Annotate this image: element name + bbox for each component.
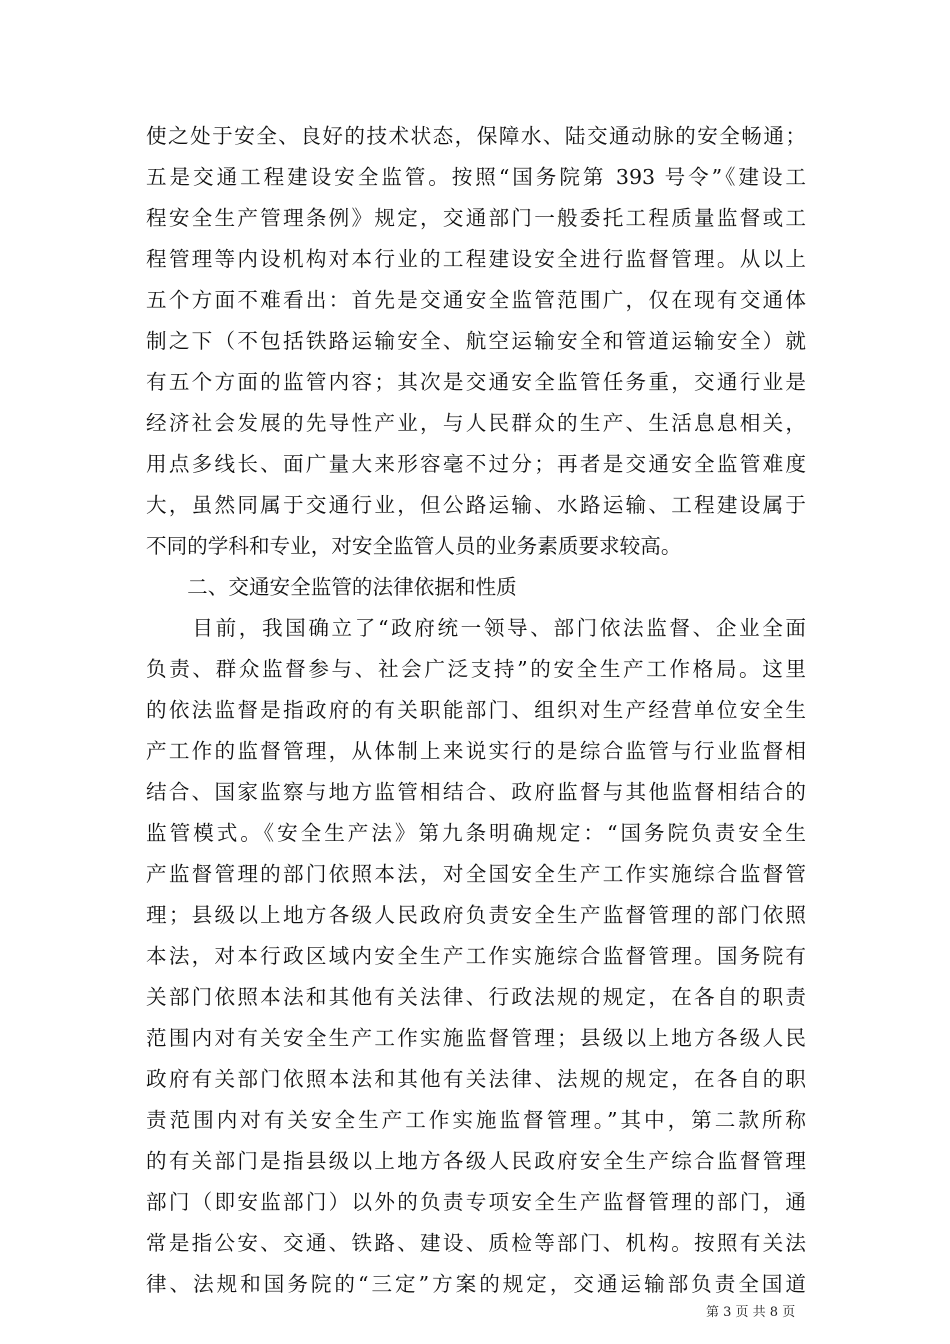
body-text-line: 五个方面不难看出：首先是交通安全监管范围广，仅在现有交通体 — [146, 288, 806, 312]
body-text-line: 程管理等内设机构对本行业的工程建设安全进行监督管理。从以上 — [146, 247, 806, 271]
page-number-footer: 第 3 页 共 8 页 — [706, 1305, 796, 1320]
body-text-line: 理；县级以上地方各级人民政府负责安全生产监督管理的部门依照 — [146, 903, 806, 927]
body-text-line: 不同的学科和专业，对安全监管人员的业务素质要求较高。 — [146, 534, 682, 558]
body-text-line: 律、法规和国务院的“三定”方案的规定，交通运输部负责全国道 — [146, 1272, 806, 1296]
body-text-line: 常是指公安、交通、铁路、建设、质检等部门、机构。按照有关法 — [146, 1231, 806, 1255]
body-text-line: 大，虽然同属于交通行业，但公路运输、水路运输、工程建设属于 — [146, 493, 806, 517]
body-text-line: 负责、群众监督参与、社会广泛支持”的安全生产工作格局。这里 — [146, 657, 806, 681]
body-text-line: 范围内对有关安全生产工作实施监督管理；县级以上地方各级人民 — [146, 1026, 806, 1050]
body-text-line: 程安全生产管理条例》规定，交通部门一般委托工程质量监督或工 — [146, 206, 806, 230]
body-text-line: 用点多线长、面广量大来形容毫不过分；再者是交通安全监管难度 — [146, 452, 806, 476]
body-text-line: 经济社会发展的先导性产业，与人民群众的生产、生活息息相关， — [146, 411, 806, 435]
body-text-line: 责范围内对有关安全生产工作实施监督管理。”其中，第二款所称 — [146, 1108, 806, 1132]
body-text-line: 产监督管理的部门依照本法，对全国安全生产工作实施综合监督管 — [146, 862, 806, 886]
body-text-line: 监管模式。《安全生产法》第九条明确规定：“国务院负责安全生 — [146, 821, 806, 845]
body-text-line: 目前，我国确立了“政府统一领导、部门依法监督、企业全面 — [146, 616, 806, 640]
body-text-line: 关部门依照本法和其他有关法律、行政法规的规定，在各自的职责 — [146, 985, 806, 1009]
body-text-line: 五是交通工程建设安全监管。按照“国务院第 393 号令”《建设工 — [146, 165, 806, 189]
body-text-line: 的有关部门是指县级以上地方各级人民政府安全生产综合监督管理 — [146, 1149, 806, 1173]
body-text-line: 本法，对本行政区域内安全生产工作实施综合监督管理。国务院有 — [146, 944, 806, 968]
body-text-line: 部门（即安监部门）以外的负责专项安全生产监督管理的部门，通 — [146, 1190, 806, 1214]
body-text-line: 政府有关部门依照本法和其他有关法律、法规的规定，在各自的职 — [146, 1067, 806, 1091]
section-heading: 二、交通安全监管的法律依据和性质 — [146, 575, 517, 599]
body-text-line: 制之下（不包括铁路运输安全、航空运输安全和管道运输安全）就 — [146, 329, 806, 353]
body-text-line: 有五个方面的监管内容；其次是交通安全监管任务重，交通行业是 — [146, 370, 806, 394]
body-text-line: 结合、国家监察与地方监管相结合、政府监督与其他监督相结合的 — [146, 780, 806, 804]
body-text-line: 产工作的监督管理，从体制上来说实行的是综合监管与行业监督相 — [146, 739, 806, 763]
body-text-line: 使之处于安全、良好的技术状态，保障水、陆交通动脉的安全畅通； — [146, 124, 806, 148]
body-text-line: 的依法监督是指政府的有关职能部门、组织对生产经营单位安全生 — [146, 698, 806, 722]
